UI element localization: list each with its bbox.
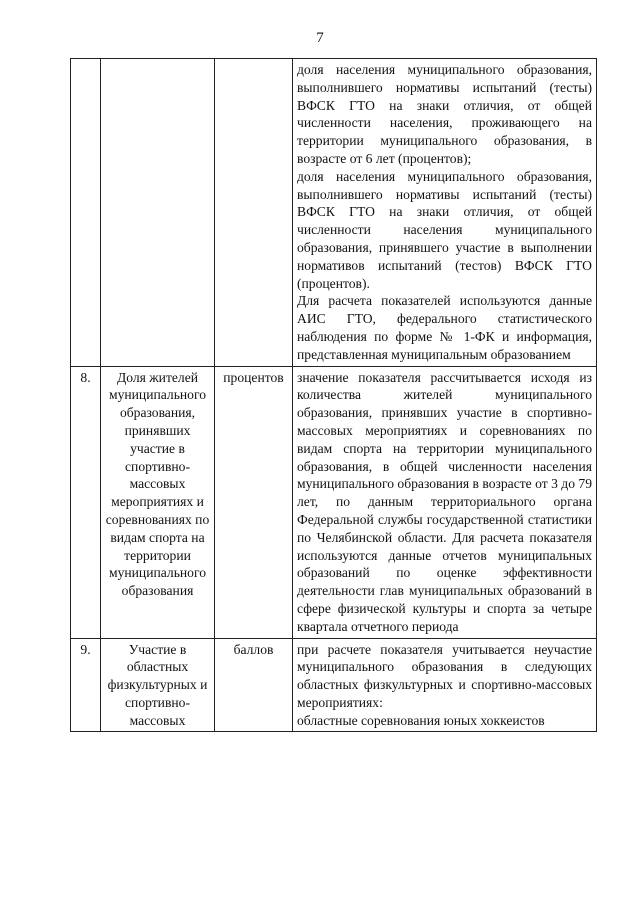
indicator-name: [101, 59, 215, 367]
row-number: 8.: [71, 366, 101, 638]
indicators-table: [70, 58, 597, 732]
row-number: 9.: [71, 638, 101, 732]
indicator-unit: процентов: [215, 366, 293, 638]
description-paragraph: областные соревнования юных хоккеистов: [297, 712, 545, 728]
description-paragraph: при расчете показателя учитывается неучастие муниципального образования в следующих областных физкультурных и спортивно-массовых мероприятиях:: [297, 641, 592, 710]
table-row: [71, 59, 597, 367]
indicator-description: [293, 59, 597, 367]
page-number: 7: [316, 30, 324, 46]
table-row: [71, 638, 597, 732]
description-paragraph: значение показателя рассчитывается исходя из количества жителей муниципального образования, принявших участие в спортивно-массовых мероприятиях и соревнованиях по видам спорта на территории муниципального образования, в общей численности населения муниципального образования в возрасте от 3 до 79 лет, по данным территориального органа Федеральной службы государственной статистики по Челябинской области. Для расчета показателя используются данные отчетов муниципальных образований по оценке эффективности деятельности глав муниципальных образований в сфере физической культуры и спорта за четыре квартала отчетного периода: [297, 369, 592, 634]
description-paragraph: доля населения муниципального образования, выполнившего нормативы испытаний (тесты) ВФСК ГТО на знаки отличия, от общей численности населения, проживающего на территории муниципального образования, в возрасте от 6 лет (процентов);: [297, 62, 592, 166]
table-row: [71, 366, 597, 638]
indicator-unit: баллов: [215, 638, 293, 732]
description-paragraph: доля населения муниципального образования, выполнившего нормативы испытаний (тесты) ВФСК ГТО на знаки отличия, от общей численности населения муниципального образования, принявшего участие в выполнении нормативов испытаний (тестов) ВФСК ГТО (процентов).: [297, 168, 592, 291]
description-paragraph: Для расчета показателей используются данные АИС ГТО, федерального статистического наблюдения по форме № 1-ФК и информация, представленная муниципальным образованием: [297, 293, 592, 362]
indicator-description: [293, 638, 597, 732]
indicator-name: Участие в областных физкультурных и спортивно-массовых: [101, 638, 215, 732]
row-number: [71, 59, 101, 367]
indicator-unit: [215, 59, 293, 367]
indicator-description: [293, 366, 597, 638]
indicator-name: Доля жителей муниципального образования, принявших участие в спортивно-массовых мероприятиях и соревнованиях по видам спорта на территории муниципального образования: [101, 366, 215, 638]
